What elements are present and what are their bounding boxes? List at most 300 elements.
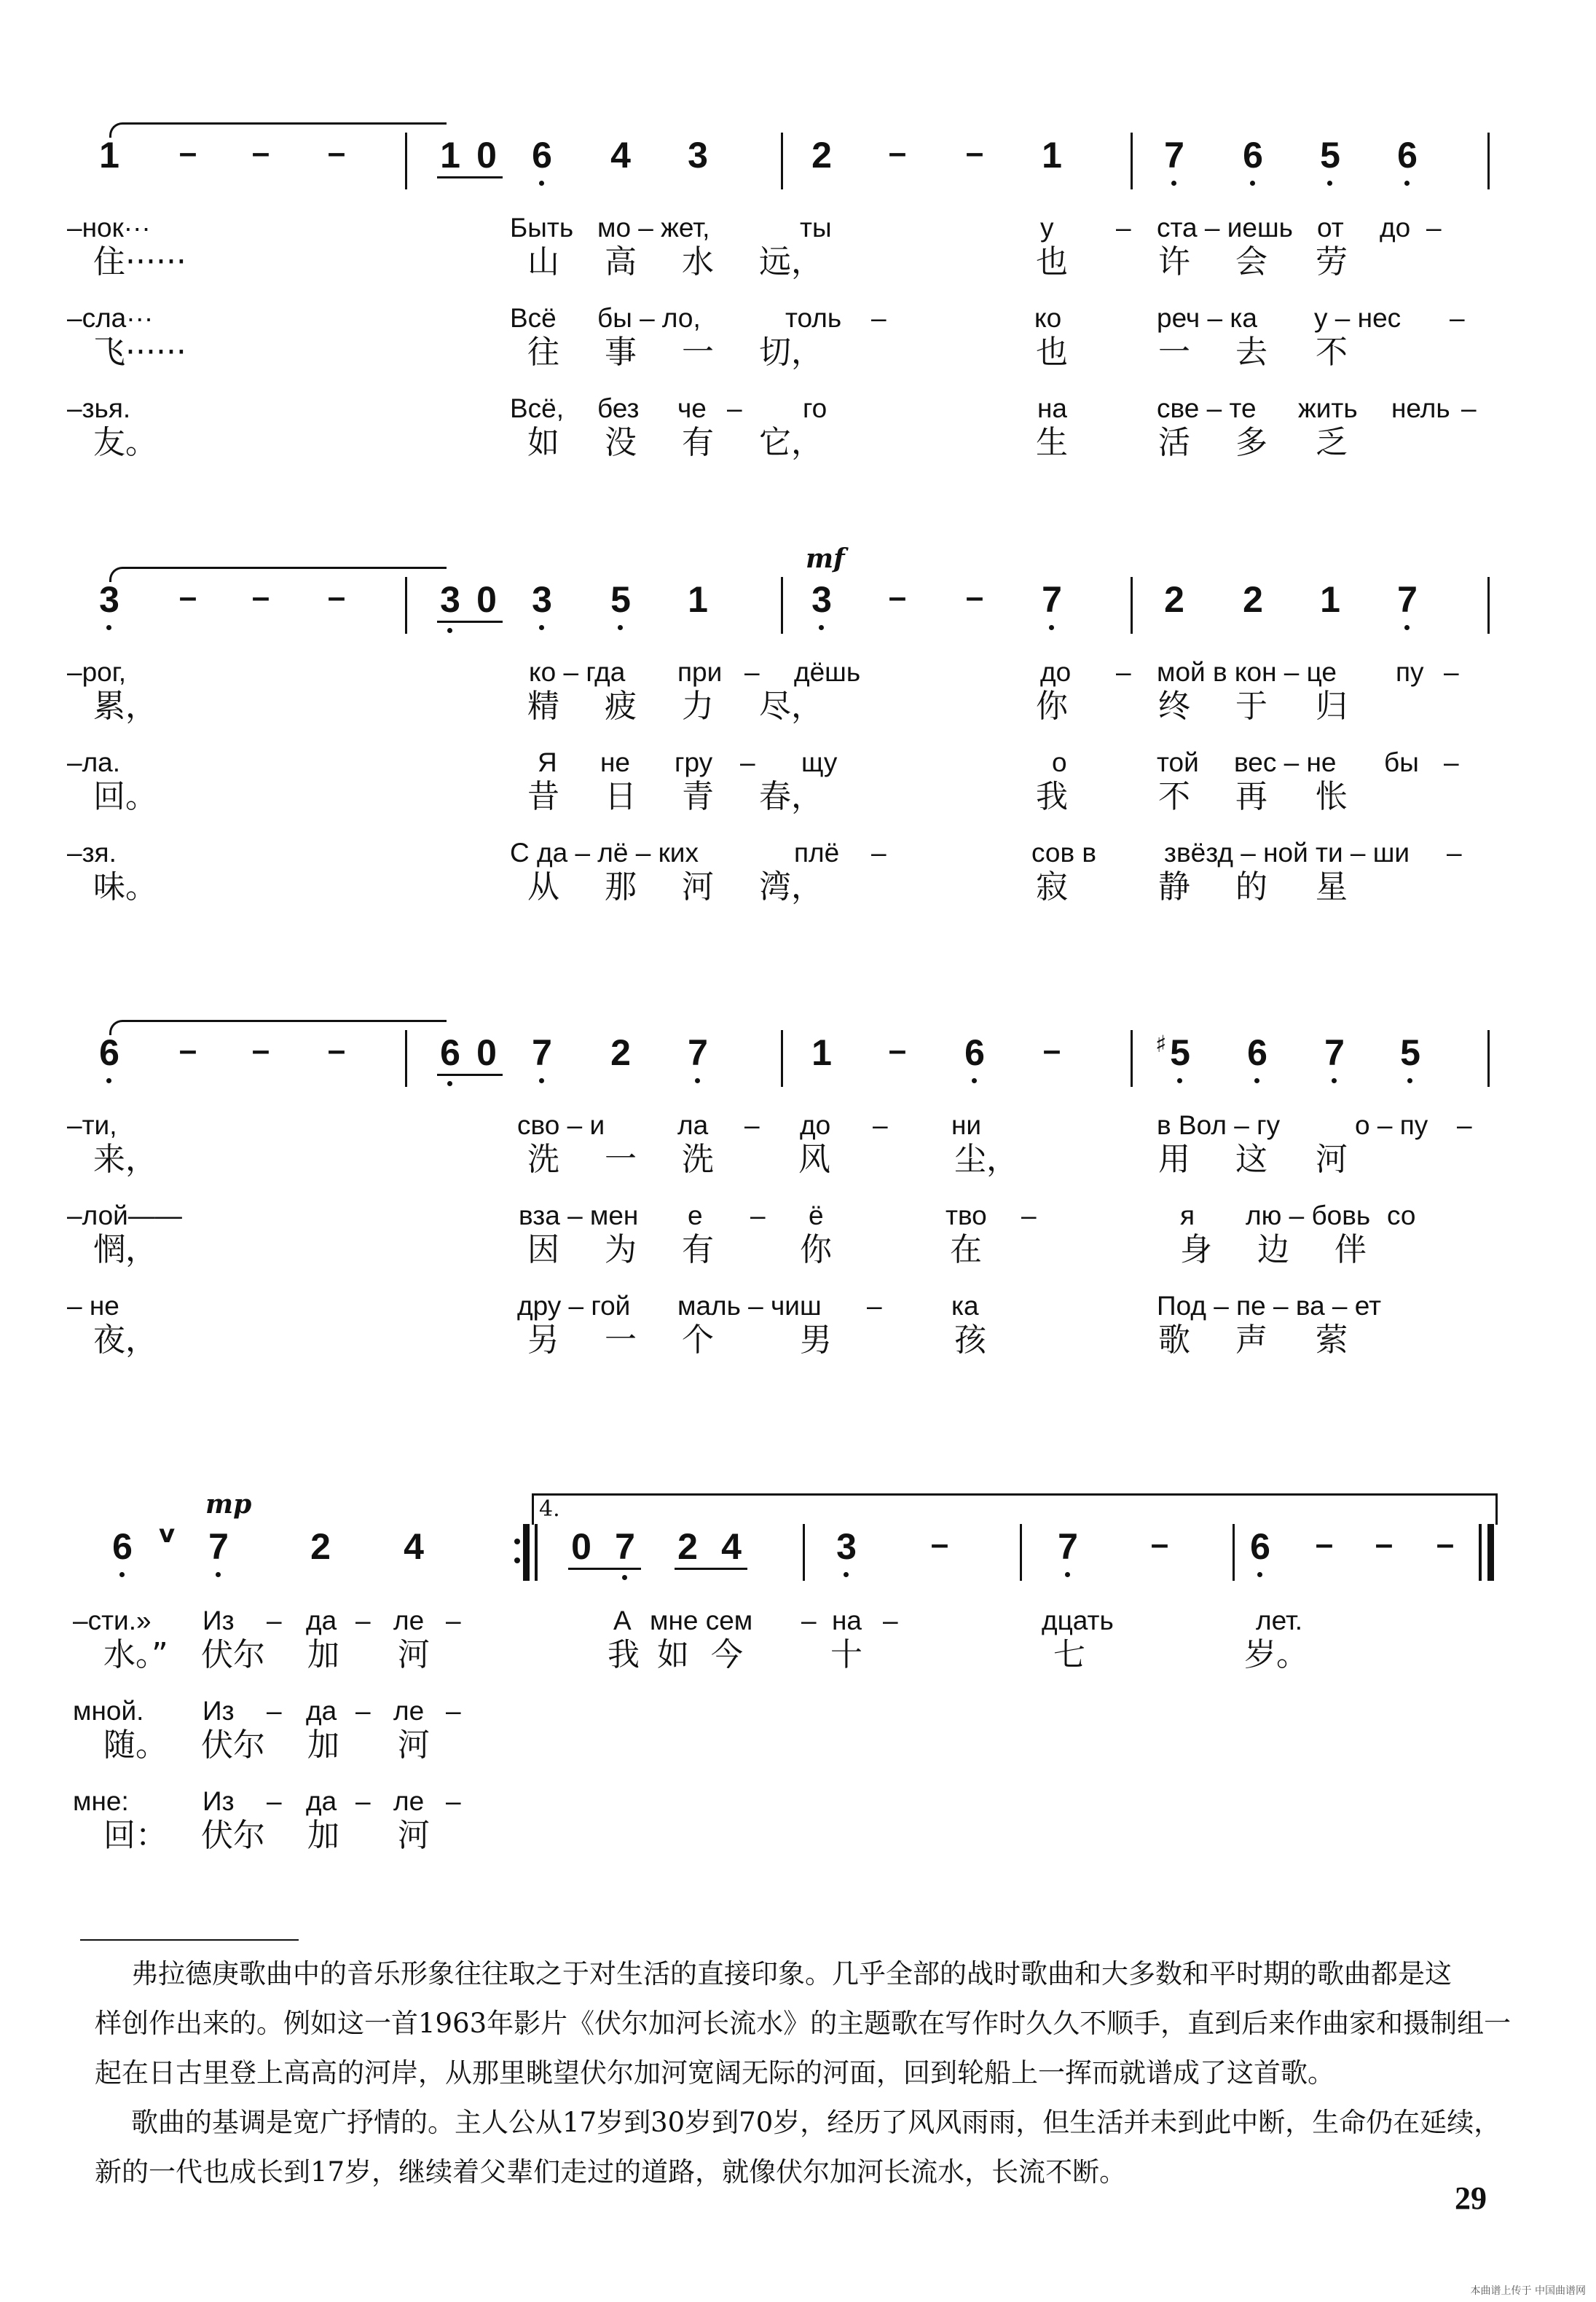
barline	[781, 133, 783, 189]
note-dash: –	[178, 135, 197, 170]
lyric-zh: 归	[1316, 688, 1348, 725]
lyric-ru: ла	[677, 1110, 709, 1140]
repeat-barline	[523, 1524, 530, 1581]
lyric-ru: мне:	[73, 1786, 129, 1816]
lyric-ru: –	[446, 1606, 461, 1635]
barline	[1487, 133, 1490, 189]
note-dash: –	[251, 135, 270, 170]
note-dash: –	[888, 579, 907, 615]
lyric-ru: –	[883, 1606, 898, 1635]
lyric-zh: 边	[1257, 1231, 1289, 1268]
lyric-zh: 伴	[1334, 1231, 1367, 1268]
lyric-ru: –	[873, 1110, 888, 1140]
note: 1	[688, 579, 708, 620]
lyric-ru: –	[355, 1696, 371, 1726]
octave-dot	[1407, 1078, 1412, 1083]
lyric-ru: Из	[203, 1786, 235, 1816]
lyric-ru: –	[1444, 747, 1459, 777]
lyric-ru: дёшь	[794, 657, 861, 687]
lyric-ru: дцать	[1042, 1606, 1114, 1635]
octave-dot	[1171, 181, 1176, 186]
lyric-ru: от	[1317, 213, 1344, 243]
lyric-zh: 疲	[605, 688, 637, 725]
barline	[803, 1524, 805, 1581]
lyric-zh: 来，	[93, 1141, 157, 1178]
octave-dot	[539, 1078, 544, 1083]
lyric-zh: 事	[605, 334, 637, 371]
lyric-ru: –	[267, 1606, 282, 1635]
lyric-ru: –	[801, 1606, 817, 1635]
dynamic-marking: mf	[806, 543, 845, 574]
note-dash: –	[965, 579, 984, 615]
lyric-ru: ко – гда	[529, 657, 626, 687]
lyric-ru: –	[1116, 657, 1131, 687]
barline	[405, 133, 407, 189]
volta-label: 4.	[539, 1496, 560, 1522]
lyric-ru: щу	[801, 747, 838, 777]
note: 7	[688, 1032, 708, 1073]
lyric-ru: –	[446, 1786, 461, 1816]
octave-dot	[447, 628, 452, 633]
lyric-zh: 味。	[93, 868, 157, 906]
lyric-zh: 如	[527, 424, 559, 461]
note: 7	[1042, 579, 1062, 620]
lyric-zh: 尘，	[954, 1141, 1018, 1178]
note: 6	[1397, 135, 1418, 176]
lyric-ru: реч – ка	[1157, 303, 1257, 333]
lyric-zh: 切，	[759, 334, 823, 371]
octave-dot	[1257, 1572, 1262, 1577]
final-barline-thick	[1487, 1524, 1494, 1581]
lyric-zh: 随。	[103, 1726, 168, 1764]
lyric-ru: –ти,	[67, 1110, 117, 1140]
lyric-ru: нель	[1391, 393, 1450, 423]
lyric-ru: у – нес	[1314, 303, 1402, 333]
note: 6	[532, 135, 552, 176]
lyric-ru: –	[267, 1696, 282, 1726]
note: 7	[1164, 135, 1184, 176]
lyric-ru: –	[355, 1786, 371, 1816]
note-dash: –	[1042, 1032, 1061, 1068]
lyric-ru: гру	[675, 747, 713, 777]
beam	[437, 1074, 503, 1076]
lyric-ru: –	[1447, 838, 1462, 868]
octave-dot	[618, 625, 623, 630]
barline	[781, 577, 783, 634]
dynamic-marking: mp	[205, 1489, 252, 1520]
lyric-ru: мой в кон – це	[1157, 657, 1337, 687]
note: 1	[1320, 579, 1340, 620]
lyric-zh: 一	[605, 1321, 637, 1359]
lyric-zh: 伏尔	[201, 1636, 265, 1673]
page-number: 29	[1455, 2180, 1487, 2216]
note: 7	[1058, 1526, 1078, 1567]
lyric-ru: той	[1157, 747, 1199, 777]
note: 6	[1243, 135, 1263, 176]
lyric-zh: 如	[657, 1636, 689, 1673]
lyric-ru: –зья.	[67, 393, 131, 423]
lyric-ru: Из	[203, 1606, 235, 1635]
note: 5	[1320, 135, 1340, 176]
lyric-zh: 友。	[93, 424, 157, 461]
octave-dot	[1250, 181, 1255, 186]
note: 5	[1400, 1032, 1420, 1073]
lyric-ru: до	[1040, 657, 1072, 687]
beam	[437, 621, 503, 623]
octave-dot	[622, 1575, 627, 1580]
note: 4	[404, 1526, 424, 1567]
lyric-zh: 孩	[954, 1321, 986, 1359]
note-dash: –	[888, 1032, 907, 1068]
note-dash: –	[930, 1526, 949, 1562]
lyric-ru: мо – жет,	[597, 213, 710, 243]
note-dash: –	[1150, 1526, 1169, 1562]
note: 2	[677, 1526, 698, 1567]
barline	[1487, 1030, 1490, 1087]
lyric-ru: све – те	[1157, 393, 1257, 423]
lyric-zh: 许	[1158, 243, 1190, 280]
lyric-ru: вес – не	[1234, 747, 1337, 777]
octave-dot	[106, 1078, 111, 1083]
barline	[1131, 577, 1133, 634]
lyric-zh: 有	[682, 424, 714, 461]
footnote-line: 歌曲的基调是宽广抒情的。主人公从17岁到30岁到70岁，经历了风风雨雨，但生活并未到此中断，生命仍在延续，	[131, 2107, 1501, 2138]
footnote-rule	[80, 1939, 299, 1941]
lyric-zh: 力	[682, 688, 714, 725]
note-dash: –	[251, 1032, 270, 1068]
note: 5	[610, 579, 631, 620]
lyric-zh: 累，	[93, 688, 157, 725]
lyric-zh: 个	[682, 1321, 714, 1359]
lyric-ru: ти – ши	[1316, 838, 1410, 868]
note-dash: –	[327, 135, 346, 170]
lyric-ru: –	[267, 1786, 282, 1816]
lyric-ru: сво – и	[517, 1110, 605, 1140]
note: 1	[99, 135, 119, 176]
lyric-ru: плё	[794, 838, 840, 868]
lyric-zh: 这	[1235, 1141, 1267, 1178]
tie-arc	[109, 1020, 447, 1035]
note: 3	[440, 579, 460, 620]
lyric-zh: 也	[1036, 334, 1068, 371]
lyric-ru: го	[803, 393, 828, 423]
note: 4	[610, 135, 631, 176]
note: 7	[1324, 1032, 1345, 1073]
lyric-zh: 萦	[1316, 1321, 1348, 1359]
barline	[405, 577, 407, 634]
lyric-ru: бы	[1384, 747, 1419, 777]
lyric-ru: – не	[67, 1291, 119, 1321]
lyric-zh: 在	[950, 1231, 982, 1268]
lyric-ru: ни	[951, 1110, 982, 1140]
lyric-ru: тво	[946, 1201, 987, 1230]
lyric-zh: 风	[798, 1141, 830, 1178]
octave-dot	[1404, 181, 1410, 186]
note: 5	[1170, 1032, 1190, 1073]
lyric-zh: 岁。	[1244, 1636, 1308, 1673]
lyric-zh: 河	[398, 1636, 430, 1673]
lyric-ru: в Вол – гу	[1157, 1110, 1281, 1140]
lyric-ru: о – пу	[1355, 1110, 1428, 1140]
footnote-paragraph-2	[95, 2098, 1501, 2197]
lyric-zh: 一	[682, 334, 714, 371]
footnote-line: 弗拉德庚歌曲中的音乐形象往往取之于对生活的直接印象。几乎全部的战时歌曲和大多数和平时期的歌曲都是这	[131, 1958, 1452, 1989]
octave-dot	[1254, 1078, 1259, 1083]
footnote-line: 起在日古里登上高高的河岸，从那里眺望伏尔加河宽阔无际的河面，回到轮船上一挥而就谱成了这首歌。	[95, 2057, 1334, 2089]
lyric-zh: 歌	[1158, 1321, 1190, 1359]
lyric-ru: мне сем	[650, 1606, 753, 1635]
barline	[1131, 1030, 1133, 1087]
lyric-ru: да	[306, 1786, 337, 1816]
lyric-zh: 加	[307, 1817, 339, 1854]
lyric-ru: о	[1052, 747, 1067, 777]
lyric-ru: толь	[785, 303, 842, 333]
lyric-ru: да	[306, 1606, 337, 1635]
note: 2	[1243, 579, 1263, 620]
barline	[1233, 1524, 1235, 1581]
lyric-zh: 去	[1235, 334, 1267, 371]
lyric-zh: 怅	[1316, 778, 1348, 815]
lyric-ru: –нок···	[67, 213, 151, 243]
lyric-zh: 一	[1158, 334, 1190, 371]
octave-dot	[1065, 1572, 1070, 1577]
lyric-zh: 另	[527, 1321, 559, 1359]
note-dash: –	[178, 579, 197, 615]
note: 6	[964, 1032, 985, 1073]
note-dash: –	[1436, 1526, 1455, 1562]
lyric-zh: 远，	[759, 243, 823, 280]
lyric-zh: 寂	[1036, 868, 1068, 906]
lyric-ru: Всё	[510, 303, 557, 333]
octave-dot	[1404, 625, 1410, 630]
note: 1	[440, 135, 460, 176]
lyric-ru: ё	[809, 1201, 824, 1230]
lyric-zh: 洗	[682, 1141, 714, 1178]
lyric-zh: 水	[682, 243, 714, 280]
lyric-ru: жить	[1298, 393, 1358, 423]
lyric-ru: –	[750, 1201, 766, 1230]
lyric-ru: Под – пе – ва – ет	[1157, 1291, 1382, 1321]
lyric-ru: у	[1040, 213, 1054, 243]
lyric-zh: 惘，	[93, 1231, 157, 1268]
lyric-zh: 没	[605, 424, 637, 461]
lyric-zh: 夜，	[93, 1321, 157, 1359]
lyric-ru: А	[613, 1606, 632, 1635]
lyric-zh: 男	[800, 1321, 832, 1359]
footnote-line: 样创作出来的。例如这一首1963年影片《伏尔加河长流水》的主题歌在写作时久久不顺手，直到后来作曲家和摄制组一	[95, 2008, 1512, 2039]
lyric-zh: 加	[307, 1636, 339, 1673]
lyric-zh: 河	[682, 868, 714, 906]
final-barline-thin	[1479, 1524, 1482, 1581]
beam	[437, 176, 503, 178]
lyric-ru: –	[446, 1696, 461, 1726]
note-dash: –	[327, 579, 346, 615]
lyric-zh: 河	[398, 1726, 430, 1764]
beam	[568, 1568, 641, 1570]
lyric-zh: 住······	[93, 243, 186, 280]
lyric-ru: ле	[393, 1786, 425, 1816]
note: 6	[112, 1526, 133, 1567]
lyric-zh: 回：	[103, 1817, 168, 1854]
note-dash: –	[178, 1032, 197, 1068]
lyric-zh: 回。	[93, 778, 157, 815]
lyric-ru: –	[1444, 657, 1459, 687]
lyric-zh: 今	[711, 1636, 743, 1673]
lyric-ru: вза – мен	[519, 1201, 639, 1230]
lyric-zh: 为	[605, 1231, 637, 1268]
lyric-ru: со	[1387, 1201, 1416, 1230]
octave-dot	[106, 625, 111, 630]
lyric-zh: 水。”	[103, 1636, 168, 1673]
note: 4	[721, 1526, 742, 1567]
barline	[1487, 577, 1490, 634]
note: 6	[440, 1032, 460, 1073]
tie-arc	[109, 122, 447, 138]
lyric-ru: –ла.	[67, 747, 121, 777]
lyric-ru: без	[597, 393, 640, 423]
lyric-zh: 往	[527, 334, 559, 371]
watermark: 本曲谱上传于 中国曲谱网	[1470, 2285, 1586, 2297]
octave-dot	[216, 1572, 221, 1577]
lyric-zh: 的	[1235, 868, 1267, 906]
lyric-zh: 声	[1235, 1321, 1267, 1359]
lyric-ru: при	[677, 657, 723, 687]
lyric-ru: –	[867, 1291, 882, 1321]
lyric-ru: –	[1457, 1110, 1472, 1140]
lyric-zh: 高	[605, 243, 637, 280]
note: 3	[836, 1526, 857, 1567]
lyric-zh: 精	[527, 688, 559, 725]
lyric-zh: 星	[1316, 868, 1348, 906]
lyric-ru: –лой——	[67, 1201, 182, 1230]
lyric-zh: 青	[682, 778, 714, 815]
lyric-ru: Из	[203, 1696, 235, 1726]
note: 6	[1250, 1526, 1270, 1567]
breath-mark: v	[159, 1520, 176, 1549]
lyric-zh: 身	[1180, 1231, 1212, 1268]
lyric-ru: ле	[393, 1696, 425, 1726]
lyric-ru: –	[1461, 393, 1477, 423]
lyric-zh: 乏	[1316, 424, 1348, 461]
lyric-ru: маль – чиш	[677, 1291, 822, 1321]
note: 3	[811, 579, 832, 620]
octave-dot	[539, 625, 544, 630]
lyric-zh: 十	[830, 1636, 862, 1673]
lyric-zh: 河	[398, 1817, 430, 1854]
lyric-zh: 伏尔	[201, 1726, 265, 1764]
lyric-ru: Быть	[510, 213, 574, 243]
lyric-ru: че	[677, 393, 707, 423]
lyric-zh: 不	[1158, 778, 1190, 815]
lyric-zh: 那	[605, 868, 637, 906]
lyric-ru: ко	[1034, 303, 1062, 333]
lyric-zh: 有	[682, 1231, 714, 1268]
lyric-zh: 终	[1158, 688, 1190, 725]
lyric-zh: 伏尔	[201, 1817, 265, 1854]
lyric-zh: 春，	[759, 778, 823, 815]
note: 6	[1247, 1032, 1267, 1073]
lyric-ru: дру – гой	[517, 1291, 631, 1321]
lyric-zh: 一	[605, 1141, 637, 1178]
note: 0	[476, 1032, 497, 1073]
note: 2	[811, 135, 832, 176]
lyric-zh: 劳	[1316, 243, 1348, 280]
lyric-ru: –	[744, 657, 760, 687]
lyric-zh: 你	[1036, 688, 1068, 725]
barline	[405, 1030, 407, 1087]
note: 7	[1397, 579, 1418, 620]
lyric-zh: 也	[1036, 243, 1068, 280]
lyric-ru: Всё,	[510, 393, 565, 423]
lyric-ru: ка	[951, 1291, 979, 1321]
note-dash: –	[327, 1032, 346, 1068]
lyric-ru: –рог,	[67, 657, 126, 687]
lyric-ru: до	[1380, 213, 1411, 243]
octave-dot	[1327, 181, 1332, 186]
octave-dot	[1332, 1078, 1337, 1083]
note-dash: –	[888, 135, 907, 170]
lyric-zh: 尽，	[759, 688, 823, 725]
note: 2	[610, 1032, 631, 1073]
lyric-zh: 再	[1235, 778, 1267, 815]
octave-dot	[1049, 625, 1054, 630]
lyric-ru: ле	[393, 1606, 425, 1635]
repeat-dot	[514, 1557, 520, 1563]
lyric-zh: 活	[1158, 424, 1190, 461]
lyric-ru: –	[727, 393, 742, 423]
note: 3	[532, 579, 552, 620]
lyric-zh: 因	[527, 1231, 559, 1268]
footnote-line: 新的一代也成长到17岁，继续着父辈们走过的道路，就像伏尔加河长流水，长流不断。	[95, 2156, 1127, 2188]
lyric-ru: лю – бовь	[1246, 1201, 1371, 1230]
lyric-zh: 我	[608, 1636, 640, 1673]
sharp-sign: ♯	[1155, 1030, 1167, 1058]
lyric-zh: 加	[307, 1726, 339, 1764]
note: 0	[571, 1526, 591, 1567]
note: 2	[1164, 579, 1184, 620]
lyric-ru: на	[1037, 393, 1068, 423]
note-dash: –	[965, 135, 984, 170]
note: 7	[208, 1526, 229, 1567]
octave-dot	[695, 1078, 700, 1083]
barline	[1020, 1524, 1022, 1581]
lyric-ru: не	[600, 747, 631, 777]
octave-dot	[119, 1572, 125, 1577]
lyric-ru: –	[744, 1110, 760, 1140]
lyric-zh: 不	[1316, 334, 1348, 371]
lyric-ru: –	[1450, 303, 1465, 333]
repeat-dot	[514, 1539, 520, 1544]
barline	[781, 1030, 783, 1087]
octave-dot	[819, 625, 824, 630]
lyric-ru: –	[871, 838, 887, 868]
note: 7	[532, 1032, 552, 1073]
note-dash: –	[1375, 1526, 1393, 1562]
lyric-ru: –зя.	[67, 838, 117, 868]
lyric-ru: ты	[800, 213, 832, 243]
barline	[1131, 133, 1133, 189]
lyric-ru: я	[1180, 1201, 1195, 1230]
lyric-ru: –сти.»	[73, 1606, 152, 1635]
lyric-ru: ста – иешь	[1157, 213, 1293, 243]
lyric-zh: 静	[1158, 868, 1190, 906]
lyric-ru: лет.	[1256, 1606, 1303, 1635]
lyric-ru: звёзд – ной	[1164, 838, 1308, 868]
lyric-zh: 湾，	[759, 868, 823, 906]
lyric-zh: 用	[1158, 1141, 1190, 1178]
lyric-zh: 洗	[527, 1141, 559, 1178]
lyric-ru: –	[740, 747, 755, 777]
